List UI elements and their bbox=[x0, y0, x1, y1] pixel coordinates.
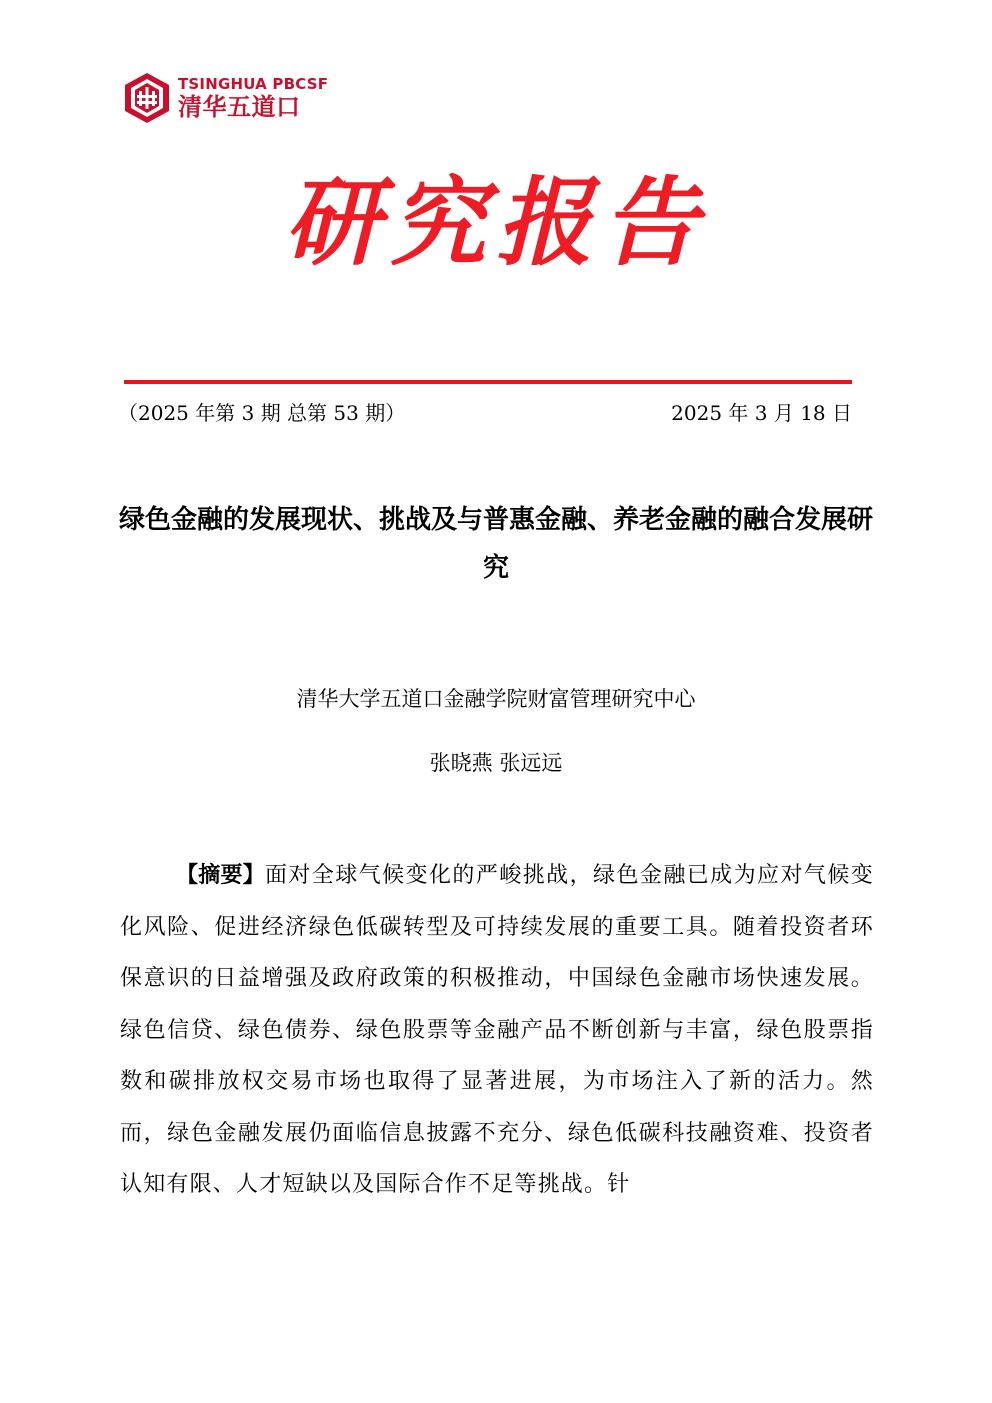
issue-date: 2025 年 3 月 18 日 bbox=[671, 401, 852, 425]
issue-row bbox=[118, 398, 852, 428]
institution: 清华大学五道口金融学院财富管理研究中心 bbox=[296, 687, 696, 711]
authors: 张晓燕 张远远 bbox=[429, 751, 563, 775]
pbcsf-emblem-icon bbox=[122, 71, 172, 125]
report-title: 研究报告 bbox=[284, 166, 708, 279]
abstract-paragraph bbox=[120, 850, 874, 1211]
logo-chinese: 清华五道口 bbox=[178, 93, 301, 121]
issue-number: （2025 年第 3 期 总第 53 期） bbox=[118, 401, 406, 425]
abstract-text: 面对全球气候变化的严峻挑战，绿色金融已成为应对气候变化风险、促进经济绿色低碳转型及可持续发展的重要工具。随着投资者环保意识的日益增强及政府政策的积极推动，中国绿色金融市场快速发展。绿色信贷、绿色债券、绿色股票等金融产品不断创新与丰富，绿色股票指数和碳排放权交易市场也取得了显著进展，为市场注入了新的活力。然而，绿色金融发展仍面临信息披露不充分、绿色低碳科技融资难、投资者认知有限、人才短缺以及国际合作不足等挑战。针 bbox=[120, 863, 874, 1197]
abstract-label: 【摘要】 bbox=[176, 863, 265, 888]
logo-text bbox=[178, 75, 328, 121]
document-title: 绿色金融的发展现状、挑战及与普惠金融、养老金融的融合发展研究 bbox=[118, 505, 873, 583]
header-logo bbox=[122, 70, 328, 126]
logo-english: TSINGHUA PBCSF bbox=[178, 75, 329, 93]
header-divider bbox=[124, 380, 852, 384]
